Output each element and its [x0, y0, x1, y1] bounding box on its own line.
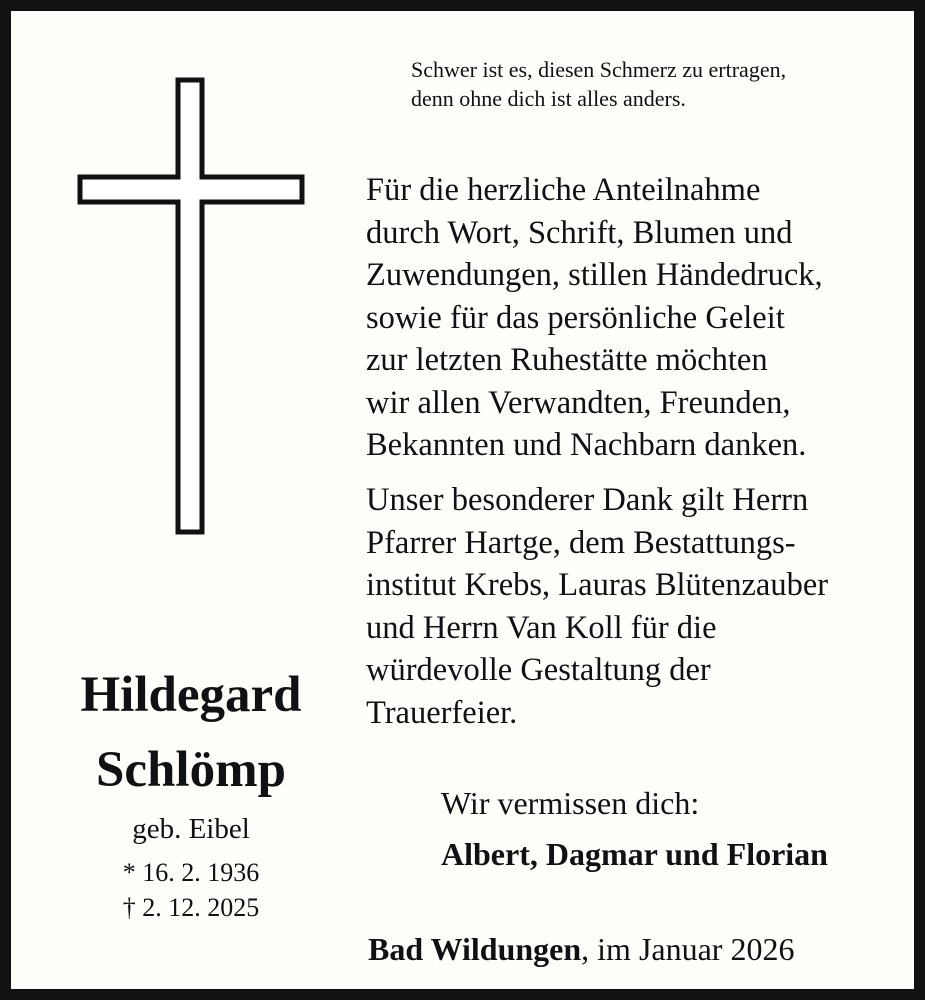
cross-icon: [77, 77, 307, 537]
text-line: Zuwendungen, stillen Händedruck,: [366, 257, 823, 293]
date-text: , im Januar 2026: [581, 931, 795, 967]
death-date: † 2. 12. 2025: [122, 893, 260, 922]
text-line: Unser besonderer Dank gilt Herrn: [366, 482, 809, 518]
text-line: zur letzten Ruhestätte möchten: [366, 342, 768, 378]
text-line: wir allen Verwandten, Freunden,: [366, 384, 791, 421]
text-line: Pfarrer Hartge, dem Bestattungs-: [366, 524, 796, 561]
miss-line: Wir vermissen dich:: [441, 785, 700, 821]
motto-verse: [411, 55, 786, 113]
deceased-first-name: Hildegard: [80, 667, 302, 723]
deceased-last-name: Schlömp: [96, 742, 286, 798]
family-names: Albert, Dagmar und Florian: [441, 836, 828, 872]
thanks-paragraph-1: [366, 169, 823, 467]
text-line: Trauerfeier.: [366, 694, 518, 731]
place-name: Bad Wildungen: [368, 931, 582, 967]
birth-date: * 16. 2. 1936: [122, 858, 260, 887]
place-date-line: [368, 929, 794, 969]
text-line: würdevolle Gestaltung der: [366, 652, 711, 688]
motto-line: denn ohne dich ist alles anders.: [411, 86, 686, 111]
text-line: durch Wort, Schrift, Blumen und: [366, 214, 793, 251]
text-line: Bekannten und Nachbarn danken.: [366, 427, 807, 463]
text-line: institut Krebs, Lauras Blütenzauber: [366, 567, 829, 603]
text-line: und Herrn Van Koll für die: [366, 609, 717, 646]
text-line: Für die herzliche Anteilnahme: [366, 172, 761, 208]
text-line: sowie für das persönliche Geleit: [366, 299, 785, 336]
born-name: geb. Eibel: [132, 813, 250, 845]
thanks-paragraph-2: [366, 479, 828, 734]
motto-line: Schwer ist es, diesen Schmerz zu ertragen,: [411, 57, 787, 82]
